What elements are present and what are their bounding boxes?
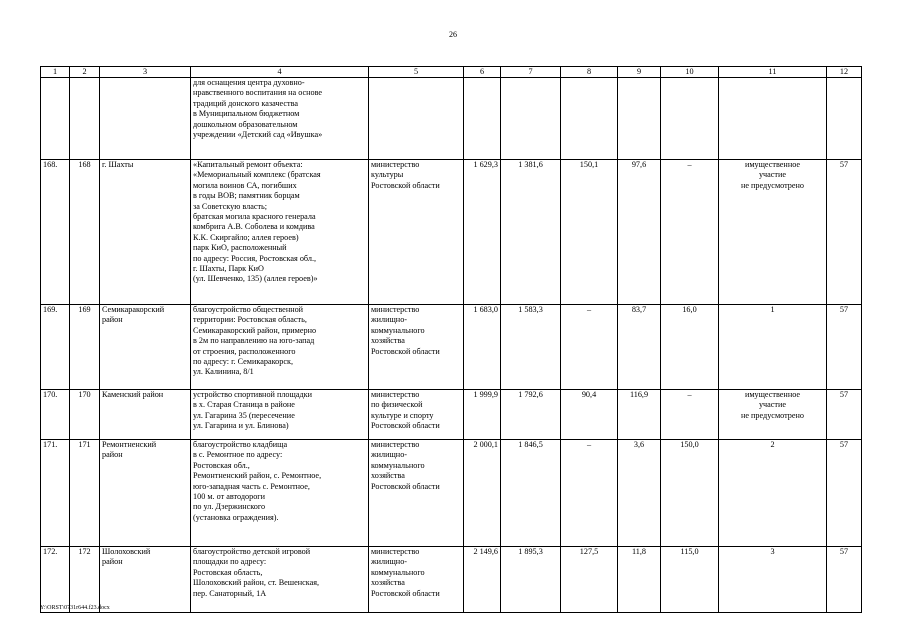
value-col9: 3,6 xyxy=(618,440,661,547)
value-col12: 57 xyxy=(827,390,862,440)
row-number: 170. xyxy=(41,390,70,440)
participation-note: 2 xyxy=(719,440,827,547)
table-row xyxy=(41,440,862,547)
column-header: 6 xyxy=(464,67,501,78)
table-row xyxy=(41,547,862,613)
value-col7: 1 583,3 xyxy=(501,305,561,390)
total-value: 1 683,0 xyxy=(464,305,501,390)
column-header: 4 xyxy=(191,67,369,78)
value-col12: 57 xyxy=(827,440,862,547)
row-index: 170 xyxy=(70,390,100,440)
project-description: благоустройство общественной территории: Ростовская область, Семикаракорский район, примерно в 2м по направлению на юго-запад от строения, расположенного по адресу: г. Семикаракорск, ул. Калинина, 8/1 xyxy=(191,305,369,390)
value-col9: 116,9 xyxy=(618,390,661,440)
ministry: министерство культуры Ростовской области xyxy=(369,160,464,305)
ministry: министерство жилищно- коммунального хозяйства Ростовской области xyxy=(369,305,464,390)
column-header: 2 xyxy=(70,67,100,78)
value-col8: 150,1 xyxy=(561,160,618,305)
table-row xyxy=(41,160,862,305)
total-value: 1 999,9 xyxy=(464,390,501,440)
municipality: г. Шахты xyxy=(100,160,191,305)
row-number: 168. xyxy=(41,160,70,305)
header-row xyxy=(41,67,862,78)
participation-note: 3 xyxy=(719,547,827,613)
value-col9: 11,8 xyxy=(618,547,661,613)
table-row xyxy=(41,305,862,390)
row-number: 171. xyxy=(41,440,70,547)
column-header: 9 xyxy=(618,67,661,78)
value-col12: 57 xyxy=(827,160,862,305)
value-col9: 83,7 xyxy=(618,305,661,390)
column-header: 12 xyxy=(827,67,862,78)
row-index: 169 xyxy=(70,305,100,390)
value-col7: 1 792,6 xyxy=(501,390,561,440)
row-number: 172. xyxy=(41,547,70,613)
column-header: 1 xyxy=(41,67,70,78)
value-col8: 127,5 xyxy=(561,547,618,613)
project-description: для оснащения центра духовно- нравственного воспитания на основе традиций донского казачества в Муниципальном бюджетном дошкольном образовательном учреждении «Детский сад «Ивушка» xyxy=(191,78,369,160)
project-description: устройство спортивной площадки в х. Старая Станица в районе ул. Гагарина 35 (пересечение ул. Гагарина и ул. Блинова) xyxy=(191,390,369,440)
value-col8: – xyxy=(561,305,618,390)
table-row-continuation xyxy=(41,78,862,160)
total-value: 2 000,1 xyxy=(464,440,501,547)
value-col8: 90,4 xyxy=(561,390,618,440)
table-row xyxy=(41,390,862,440)
column-header: 5 xyxy=(369,67,464,78)
municipality: Шолоховский район xyxy=(100,547,191,613)
footer-file-path: Y:\ORST\0731r644.f23.docx xyxy=(40,605,110,611)
column-header: 7 xyxy=(501,67,561,78)
value-col7: 1 846,5 xyxy=(501,440,561,547)
column-header: 11 xyxy=(719,67,827,78)
municipality: Семикаракорский район xyxy=(100,305,191,390)
value-col12: 57 xyxy=(827,547,862,613)
total-value: 1 629,3 xyxy=(464,160,501,305)
project-description: благоустройство кладбища в с. Ремонтное по адресу: Ростовская обл., Ремонтненский район, с. Ремонтное, юго-западная часть с. Ремонтное, 100 м. от автодороги по ул. Дзержинского (установка ограждения). xyxy=(191,440,369,547)
value-col10: – xyxy=(661,390,719,440)
project-description: благоустройство детской игровой площадки по адресу: Ростовская область, Шолоховский район, ст. Вешенская, пер. Санаторный, 1А xyxy=(191,547,369,613)
row-index: 172 xyxy=(70,547,100,613)
ministry: министерство жилищно- коммунального хозяйства Ростовской области xyxy=(369,547,464,613)
total-value: 2 149,6 xyxy=(464,547,501,613)
value-col10: 150,0 xyxy=(661,440,719,547)
value-col10: 16,0 xyxy=(661,305,719,390)
ministry: министерство жилищно- коммунального хозяйства Ростовской области xyxy=(369,440,464,547)
participation-note: имущественное участие не предусмотрено xyxy=(719,160,827,305)
page-number: 26 xyxy=(449,30,457,39)
value-col10: – xyxy=(661,160,719,305)
ministry: министерство по физической культуре и спорту Ростовской области xyxy=(369,390,464,440)
participation-note: имущественное участие не предусмотрено xyxy=(719,390,827,440)
value-col10: 115,0 xyxy=(661,547,719,613)
value-col12: 57 xyxy=(827,305,862,390)
funding-table xyxy=(40,66,862,613)
row-number: 169. xyxy=(41,305,70,390)
participation-note: 1 xyxy=(719,305,827,390)
column-header: 3 xyxy=(100,67,191,78)
value-col9: 97,6 xyxy=(618,160,661,305)
row-index: 168 xyxy=(70,160,100,305)
project-description: «Капитальный ремонт объекта: «Мемориальный комплекс (братская могила воинов СА, погибших в годы ВОВ; памятник борцам за Советскую власть; братская могила красного генерала комбрига А.В. Соболева и комдива К.К. Скиргайло; аллея героев) парк КиО, расположенный по адресу: Россия, Ростовская обл., г. Шахты, Парк КиО (ул. Шевченко, 135) (аллея героев)» xyxy=(191,160,369,305)
column-header: 8 xyxy=(561,67,618,78)
value-col8: – xyxy=(561,440,618,547)
municipality: Каменский район xyxy=(100,390,191,440)
value-col7: 1 381,6 xyxy=(501,160,561,305)
value-col7: 1 895,3 xyxy=(501,547,561,613)
row-index: 171 xyxy=(70,440,100,547)
municipality: Ремонтненский район xyxy=(100,440,191,547)
column-header: 10 xyxy=(661,67,719,78)
